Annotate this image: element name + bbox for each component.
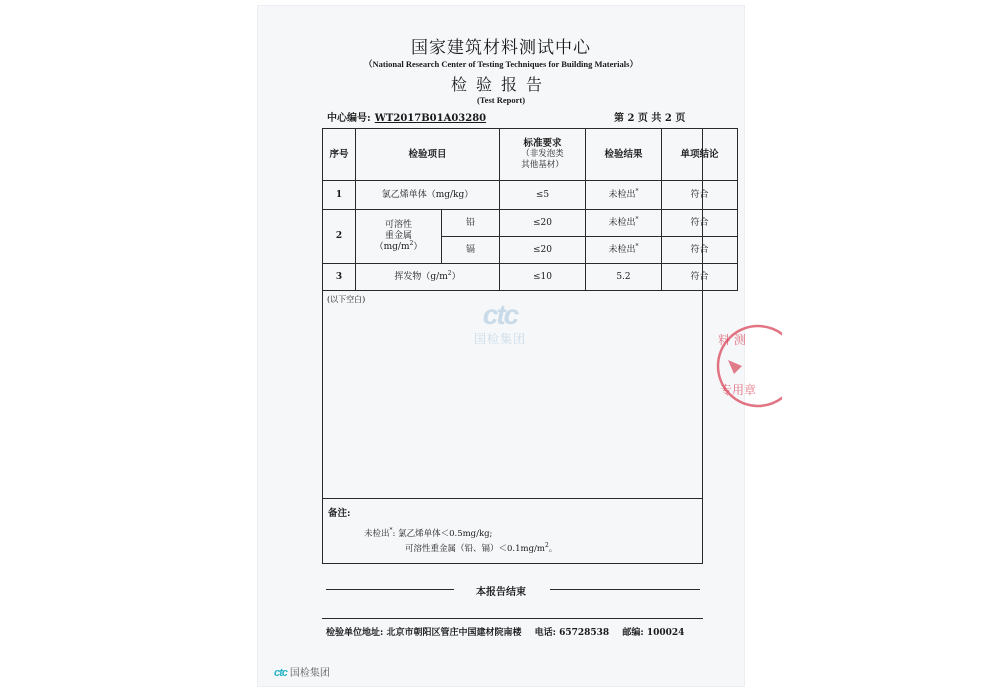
center-title: 国家建筑材料测试中心: [411, 38, 591, 58]
note2-text: 可溶性重金属（铅、镉）＜0.1mg/m: [405, 544, 545, 554]
red-seal-stamp: [712, 316, 782, 416]
report-title: 检验报告: [450, 75, 551, 94]
row2a-result-text: 未检出: [608, 217, 636, 228]
svg-text:料 测: 料 测: [718, 333, 746, 347]
row2a-conclusion: 符合: [662, 210, 738, 237]
address-label: 检验单位地址:: [326, 628, 384, 638]
table-row: [323, 181, 738, 210]
row3-item-text: 挥发物（g/m: [394, 271, 448, 282]
header-item: 检验项目: [356, 129, 500, 181]
row2-no: 2: [323, 210, 356, 264]
center-number-value: WT2017B01A03280: [374, 113, 487, 124]
row2b-result: [586, 237, 662, 264]
center-number: [327, 109, 486, 124]
row1-result: [586, 181, 662, 210]
header-result: 检验结果: [586, 129, 662, 181]
row1-result-text: 未检出: [608, 189, 636, 200]
row2-item-line2: 重金属: [384, 231, 412, 241]
center-subtitle: （National Research Center of Testing Techniques for Building Materials）: [364, 59, 638, 69]
svg-text:专用章: 专用章: [720, 383, 757, 397]
remarks-note1: [364, 527, 492, 539]
ctc-logo: [274, 664, 330, 679]
row2-item-line1: 可溶性: [384, 220, 412, 230]
blank-note: (以下空白): [327, 295, 366, 304]
report-subtitle: (Test Report): [476, 95, 526, 105]
header-standard-line3: 其他基材）: [521, 160, 564, 170]
row2b-conclusion: 符合: [662, 237, 738, 264]
row2b-result-text: 未检出: [608, 244, 636, 255]
end-rule-left: [326, 589, 454, 590]
row1-conclusion: 符合: [662, 181, 738, 210]
row3-conclusion: 符合: [662, 264, 738, 291]
header-standard-line2: （非发泡类: [521, 149, 564, 159]
watermark-name: 国检集团: [473, 332, 526, 346]
row2a-result-mark: *: [635, 215, 639, 223]
end-rule-right: [550, 589, 700, 590]
row2a-result: [586, 210, 662, 237]
table-row: [323, 210, 738, 237]
address-value: 北京市朝阳区管庄中国建材院南楼: [386, 628, 522, 638]
table-row: [323, 264, 738, 291]
results-table: [322, 128, 738, 291]
postcode-value: 100024: [646, 628, 685, 638]
postcode-label: 邮编:: [622, 628, 644, 638]
row2-item-unit-end: ）: [413, 242, 423, 252]
remarks-divider: [322, 498, 703, 499]
row3-no: 3: [323, 264, 356, 291]
header-conclusion: 单项结论: [662, 129, 738, 181]
header-no: 序号: [323, 129, 356, 181]
row2-item-unit: （mg/m: [374, 242, 410, 252]
row3-result: 5.2: [586, 264, 662, 291]
row1-item: 氯乙烯单体（mg/kg）: [356, 181, 500, 210]
row2a-name: 铅: [442, 210, 500, 237]
header-standard: [500, 129, 586, 181]
row2-item: [356, 210, 442, 264]
center-number-label: 中心编号:: [327, 113, 371, 124]
note1-text: : 氯乙烯单体＜0.5mg/kg;: [392, 529, 493, 539]
header-standard-line1: 标准要求: [523, 138, 562, 149]
ctc-logo-mark: ctc: [274, 667, 287, 679]
row1-no: 1: [323, 181, 356, 210]
ctc-logo-name: 国检集团: [289, 668, 330, 679]
end-of-report: 本报告结束: [476, 587, 526, 598]
watermark-mark: ctc: [482, 299, 518, 330]
row3-standard: ≤10: [500, 264, 586, 291]
row2b-standard: ≤20: [500, 237, 586, 264]
row1-standard: ≤5: [500, 181, 586, 210]
row3-item-end: ）: [451, 271, 461, 282]
note2-sup: 2: [544, 542, 549, 550]
row2b-name: 镉: [442, 237, 500, 264]
row3-item: [356, 264, 500, 291]
table-header-row: [323, 129, 738, 181]
note1-mark: *: [389, 527, 393, 535]
address-divider: [322, 618, 703, 619]
phone-value: 65728538: [559, 628, 610, 638]
note2-end: 。: [548, 544, 558, 554]
row2b-result-mark: *: [635, 242, 639, 250]
remarks-note2: [405, 542, 557, 554]
remarks-label: 备注:: [328, 508, 351, 519]
row2-item-unit-sup: 2: [409, 240, 414, 247]
row1-result-mark: *: [635, 187, 639, 195]
note1-prefix: 未检出: [364, 529, 390, 539]
row2a-standard: ≤20: [500, 210, 586, 237]
row2-item-line3: [356, 242, 441, 253]
page-info: 第 2 页 共 2 页: [614, 113, 686, 124]
phone-label: 电话:: [534, 628, 556, 638]
row3-item-sup: 2: [447, 269, 452, 277]
address-line: [326, 625, 684, 638]
